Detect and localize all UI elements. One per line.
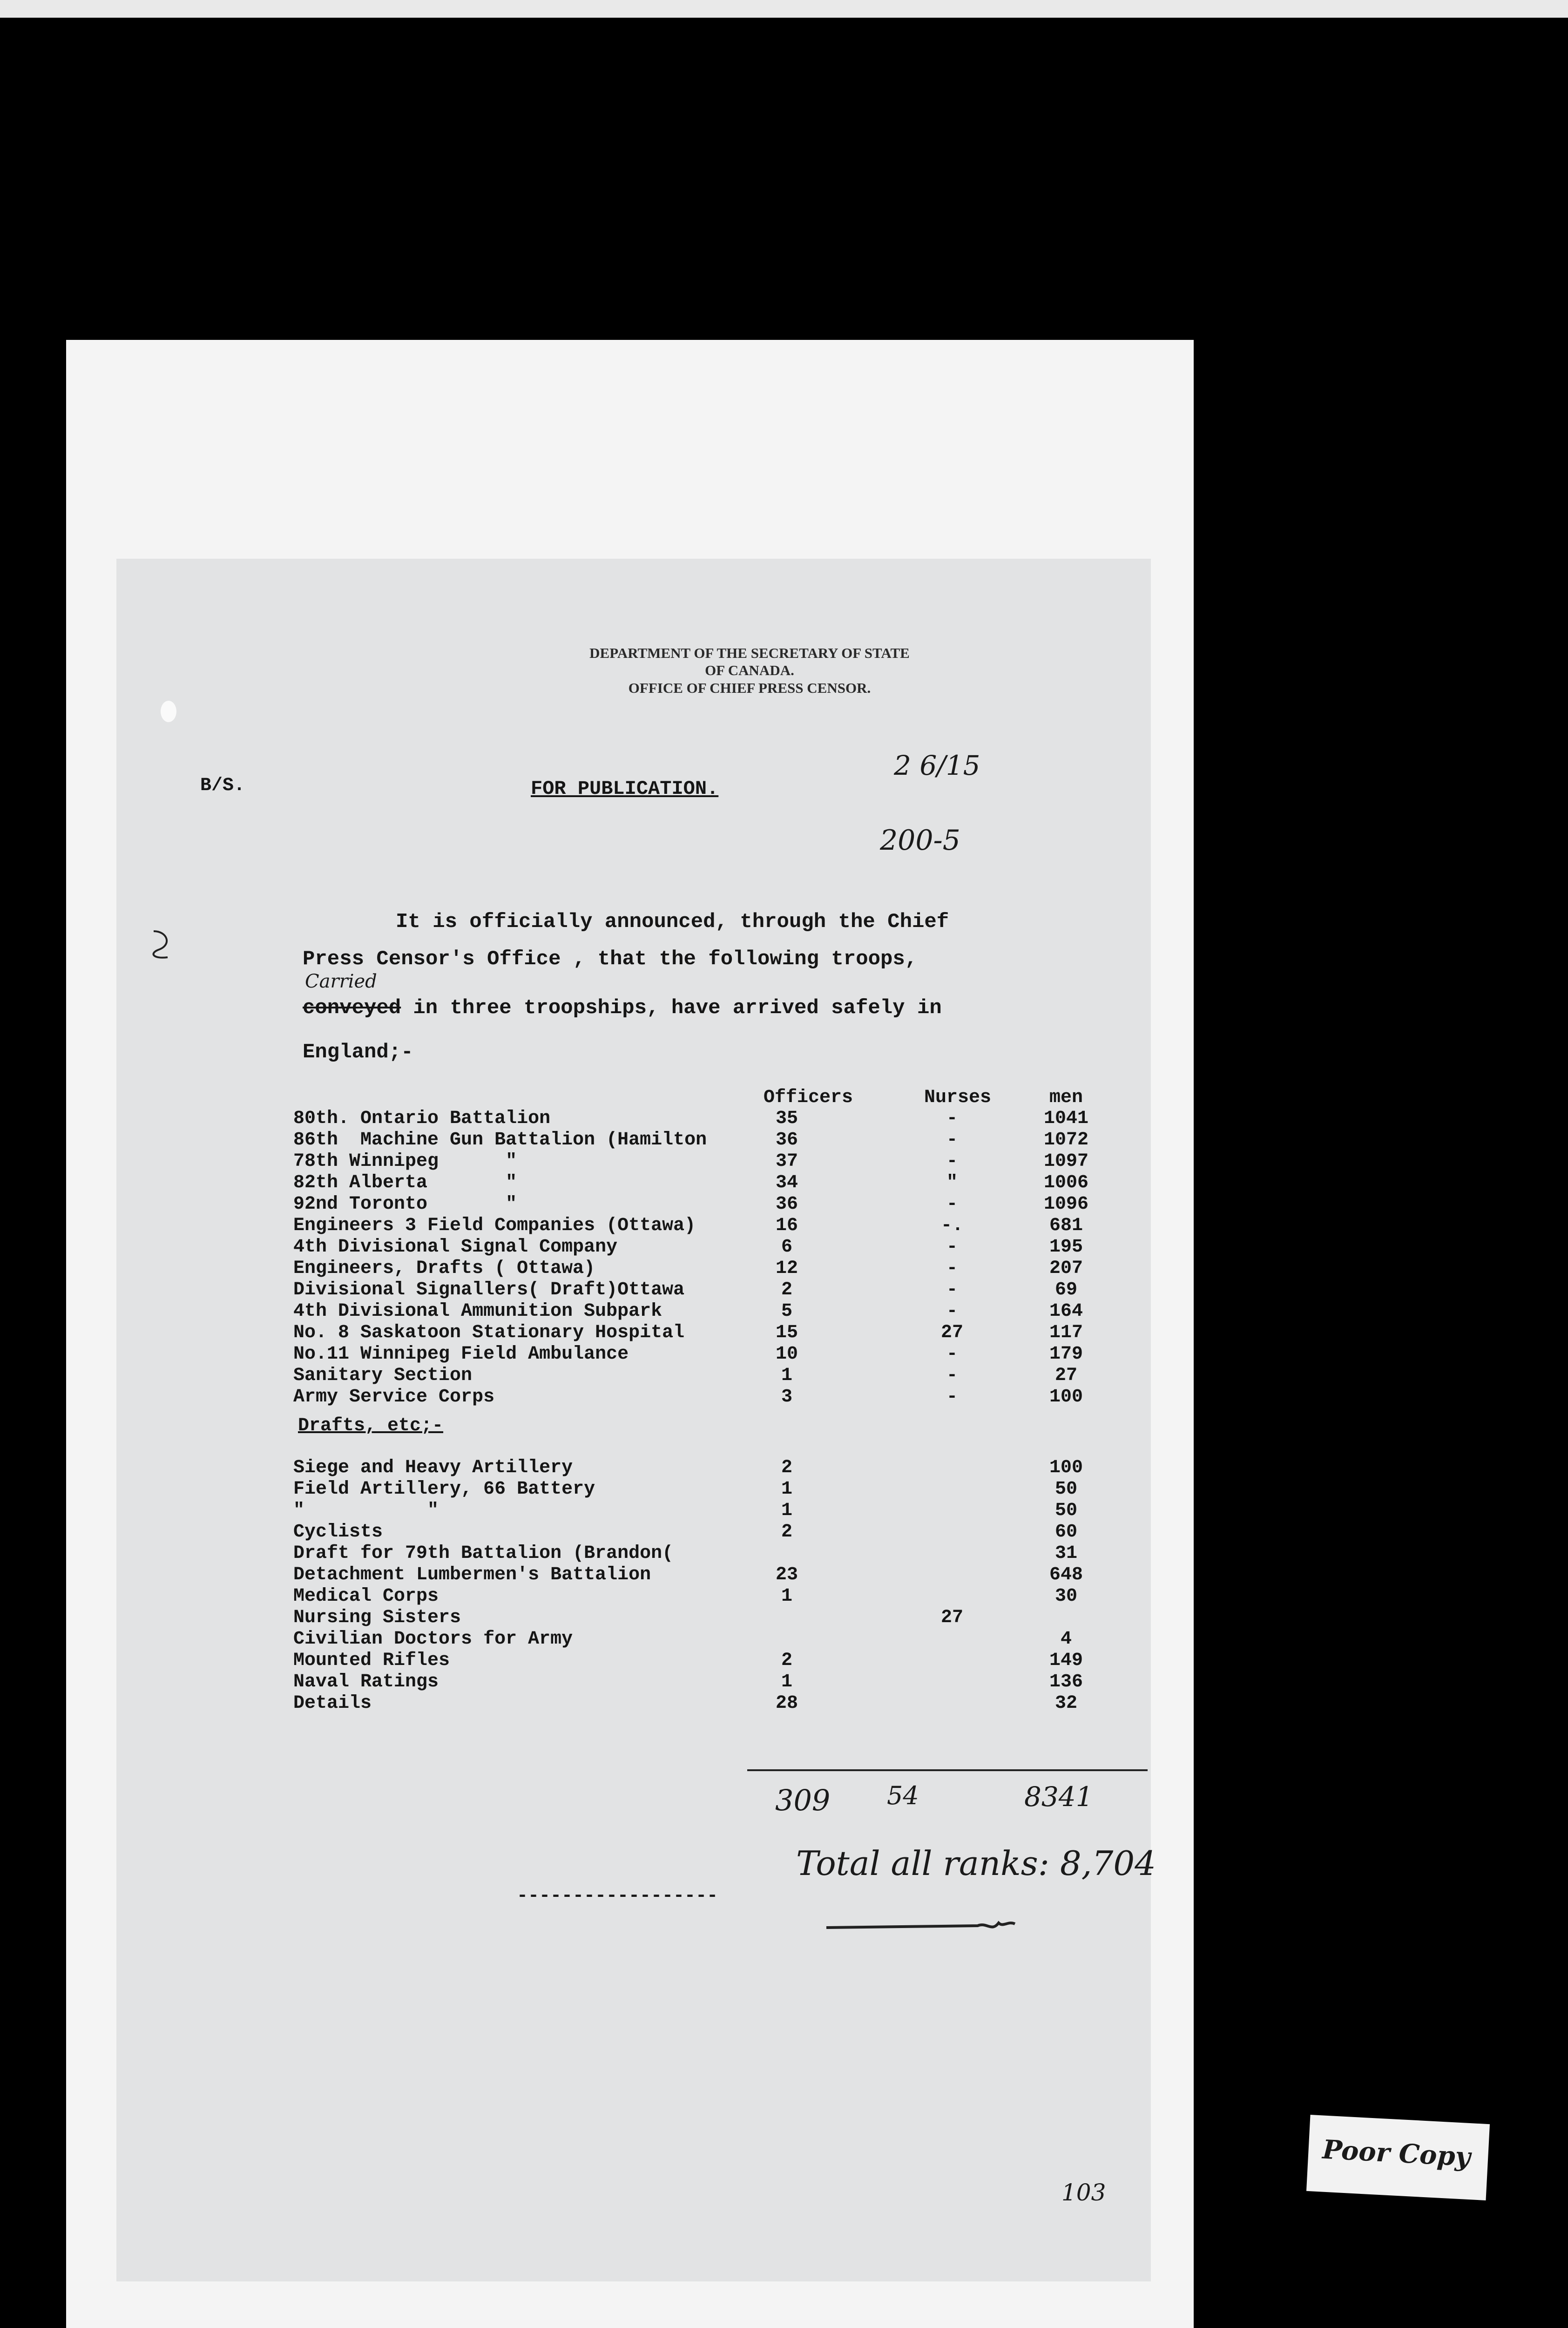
unit-name: Engineers, Drafts ( Ottawa): [293, 1258, 595, 1279]
unit-name: Cyclists: [293, 1522, 383, 1543]
unit-row: [293, 1387, 1094, 1408]
officers-count: 2: [781, 1279, 792, 1300]
officers-count: 1: [781, 1365, 792, 1386]
men-count: 31: [1054, 1543, 1077, 1564]
unit-name: Mounted Rifles: [293, 1650, 450, 1671]
nurses-count: -: [946, 1194, 958, 1215]
men-count: 27: [1054, 1365, 1077, 1386]
unit-name: Army Service Corps: [293, 1387, 495, 1408]
officers-count: 3: [781, 1387, 792, 1408]
unit-row: [293, 1322, 1094, 1344]
document-page: [116, 559, 1151, 2281]
draft-row: [293, 1629, 1094, 1650]
unit-name: 86th Machine Gun Battalion (Hamilton: [293, 1130, 707, 1150]
total-officers: 309: [775, 1783, 831, 1817]
officers-count: 36: [775, 1194, 798, 1215]
nurses-count: 27: [940, 1322, 963, 1343]
unit-name: Detachment Lumbermen's Battalion: [293, 1564, 651, 1585]
intro-line-2: Press Censor's Office , that the following troops,: [303, 947, 918, 971]
draft-row: [293, 1693, 1094, 1714]
men-count: 32: [1054, 1693, 1077, 1714]
draft-row: [293, 1607, 1094, 1629]
unit-row: [293, 1258, 1094, 1279]
unit-row: [293, 1172, 1094, 1194]
nurses-count: -: [946, 1279, 958, 1300]
header-officers: Officers: [764, 1087, 853, 1108]
header-men: men: [1049, 1087, 1083, 1108]
unit-name: 82th Alberta ": [293, 1172, 517, 1193]
officers-count: 37: [775, 1151, 798, 1172]
unit-name: Divisional Signallers( Draft)Ottawa: [293, 1279, 685, 1300]
nurses-count: -: [946, 1151, 958, 1172]
officers-count: 36: [775, 1130, 798, 1150]
nurses-count: -: [946, 1108, 958, 1129]
separator-dashes: ------------------: [517, 1886, 718, 1907]
men-count: 1006: [1043, 1172, 1088, 1193]
unit-name: " ": [293, 1500, 439, 1521]
nurses-count: -: [946, 1387, 958, 1408]
unit-name: Engineers 3 Field Companies (Ottawa): [293, 1215, 696, 1236]
unit-name: Sanitary Section: [293, 1365, 473, 1386]
men-count: 117: [1049, 1322, 1083, 1343]
unit-row: [293, 1215, 1094, 1237]
draft-row: [293, 1586, 1094, 1607]
unit-row: [293, 1108, 1094, 1130]
unit-name: Nursing Sisters: [293, 1607, 461, 1628]
unit-name: 4th Divisional Ammunition Subpark: [293, 1301, 662, 1322]
men-count: 179: [1049, 1344, 1083, 1365]
officers-count: 35: [775, 1108, 798, 1129]
letterhead-line-1: DEPARTMENT OF THE SECRETARY OF STATE: [589, 645, 910, 661]
officers-count: 10: [775, 1344, 798, 1365]
unit-row: [293, 1301, 1094, 1322]
unit-name: 80th. Ontario Battalion: [293, 1108, 551, 1129]
officers-count: 28: [775, 1693, 798, 1714]
intro-line-3: in three troopships, have arrived safely in: [401, 996, 942, 1020]
unit-row: [293, 1279, 1094, 1301]
unit-name: Draft for 79th Battalion (Brandon(: [293, 1543, 674, 1564]
officers-count: 1: [781, 1672, 792, 1692]
men-count: 60: [1054, 1522, 1077, 1543]
men-count: 149: [1049, 1650, 1083, 1671]
unit-name: No. 8 Saskatoon Stationary Hospital: [293, 1322, 685, 1343]
unit-name: Civilian Doctors for Army: [293, 1629, 573, 1650]
men-count: 1097: [1043, 1151, 1088, 1172]
unit-row: [293, 1344, 1094, 1365]
totals-rule: [747, 1769, 1148, 1771]
men-count: 1072: [1043, 1130, 1088, 1150]
letterhead-line-2: OF CANADA.: [705, 662, 794, 678]
draft-row: [293, 1479, 1094, 1500]
men-count: 4: [1060, 1629, 1072, 1650]
total-nurses: 54: [887, 1781, 919, 1810]
officers-count: 1: [781, 1479, 792, 1500]
officers-count: 15: [775, 1322, 798, 1343]
nurses-count: -: [946, 1344, 958, 1365]
handwritten-insert: Carried: [305, 971, 377, 992]
draft-row: [293, 1564, 1094, 1586]
men-count: 50: [1054, 1500, 1077, 1521]
drafts-heading: Drafts, etc;-: [298, 1415, 444, 1436]
draft-row: [293, 1672, 1094, 1693]
unit-name: Medical Corps: [293, 1586, 439, 1607]
heading-for-publication: FOR PUBLICATION.: [531, 778, 719, 800]
men-count: 136: [1049, 1672, 1083, 1692]
men-count: 681: [1049, 1215, 1083, 1236]
handwritten-file-number: 200-5: [880, 824, 960, 857]
officers-count: 23: [775, 1564, 798, 1585]
draft-row: [293, 1457, 1094, 1479]
reference-code: B/S.: [200, 775, 245, 796]
page-number: 103: [1061, 2179, 1106, 2206]
unit-name: Details: [293, 1693, 372, 1714]
men-count: 648: [1049, 1564, 1083, 1585]
men-count: 195: [1049, 1237, 1083, 1258]
signature-scribble: [824, 1914, 1020, 1937]
unit-row: [293, 1365, 1094, 1387]
nurses-count: -: [946, 1301, 958, 1322]
poor-copy-text: Poor Copy: [1321, 2134, 1471, 2173]
column-header-row: [293, 1087, 1094, 1109]
letterhead-line-3: OFFICE OF CHIEF PRESS CENSOR.: [628, 680, 871, 696]
unit-name: 4th Divisional Signal Company: [293, 1237, 618, 1258]
unit-name: No.11 Winnipeg Field Ambulance: [293, 1344, 629, 1365]
nurses-count: -: [946, 1258, 958, 1279]
officers-count: 5: [781, 1301, 792, 1322]
unit-row: [293, 1237, 1094, 1258]
unit-name: Field Artillery, 66 Battery: [293, 1479, 595, 1500]
men-count: 50: [1054, 1479, 1077, 1500]
top-scan-strip: [0, 0, 1568, 18]
officers-count: 16: [775, 1215, 798, 1236]
men-count: 69: [1054, 1279, 1077, 1300]
handwritten-date: 2 6/15: [894, 750, 980, 781]
officers-count: 34: [775, 1172, 798, 1193]
draft-row: [293, 1543, 1094, 1564]
unit-row: [293, 1194, 1094, 1215]
grand-total: Total all ranks: 8,704: [796, 1844, 1156, 1883]
nurses-count: -: [946, 1130, 958, 1150]
officers-count: 6: [781, 1237, 792, 1258]
nurses-count: -: [946, 1365, 958, 1386]
nurses-count: -.: [940, 1215, 963, 1236]
officers-count: 1: [781, 1500, 792, 1521]
officers-count: 2: [781, 1522, 792, 1543]
nurses-count: ": [946, 1172, 958, 1193]
nurses-count: 27: [940, 1607, 963, 1628]
unit-name: 78th Winnipeg ": [293, 1151, 517, 1172]
men-count: 164: [1049, 1301, 1083, 1322]
intro-line-4: England;-: [303, 1041, 413, 1064]
unit-row: [293, 1130, 1094, 1151]
officers-count: 12: [775, 1258, 798, 1279]
unit-name: 92nd Toronto ": [293, 1194, 517, 1215]
men-count: 1096: [1043, 1194, 1088, 1215]
nurses-count: -: [946, 1237, 958, 1258]
unit-name: Naval Ratings: [293, 1672, 439, 1692]
unit-row: [293, 1151, 1094, 1172]
unit-name: Siege and Heavy Artillery: [293, 1457, 573, 1478]
struck-word: conveyed: [303, 996, 401, 1020]
men-count: 1041: [1043, 1108, 1088, 1129]
men-count: 30: [1054, 1586, 1077, 1607]
men-count: 207: [1049, 1258, 1083, 1279]
poor-copy-tag: [1306, 2115, 1490, 2200]
officers-count: 2: [781, 1650, 792, 1671]
officers-count: 1: [781, 1586, 792, 1607]
draft-row: [293, 1522, 1094, 1543]
men-count: 100: [1049, 1457, 1083, 1478]
draft-row: [293, 1650, 1094, 1672]
officers-count: 2: [781, 1457, 792, 1478]
margin-mark: [140, 927, 177, 964]
total-men: 8341: [1024, 1781, 1093, 1813]
men-count: 100: [1049, 1387, 1083, 1408]
intro-line-1: It is officially announced, through the Chief: [396, 910, 949, 934]
draft-row: [293, 1500, 1094, 1522]
header-nurses: Nurses: [924, 1087, 992, 1108]
punch-mark: [161, 701, 176, 722]
